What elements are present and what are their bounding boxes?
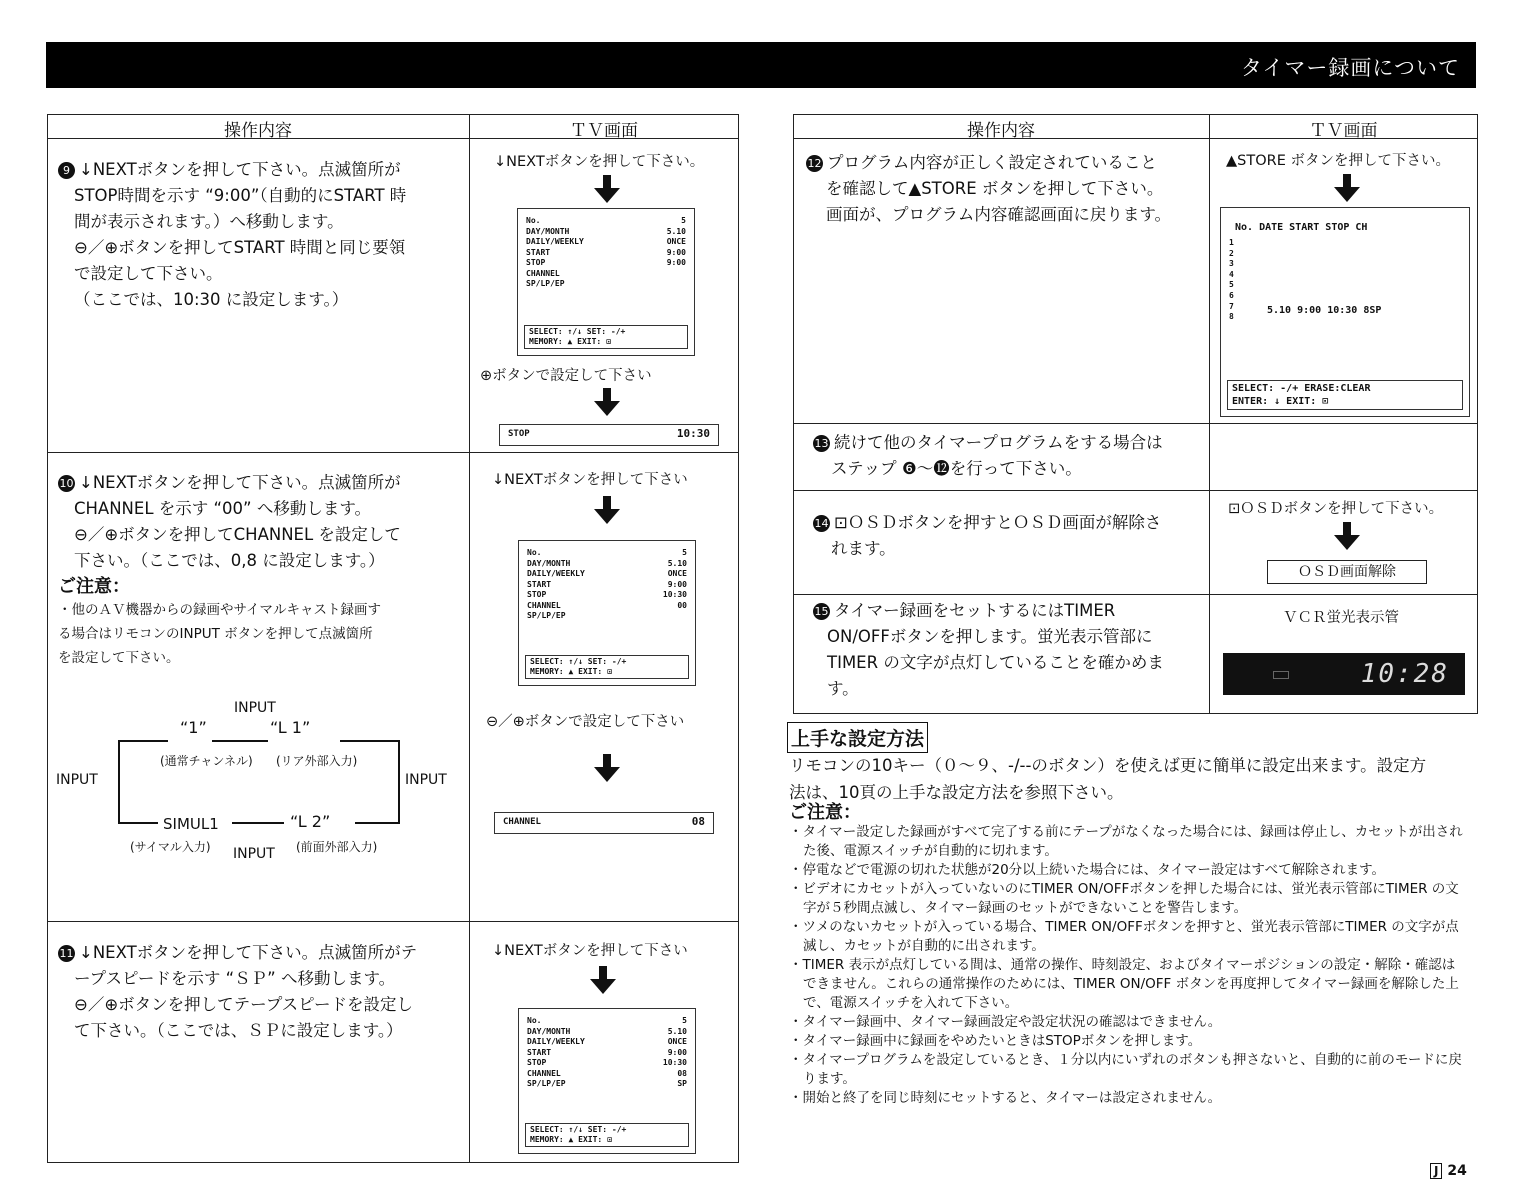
step-12: 12 プログラム内容が正しく設定されていること を確認して▲STORE ボタンを押して下さい。 画面が、プログラム内容確認画面に戻ります。 [807, 153, 1172, 224]
note-item: ・タイマー録画中、タイマー録画設定や設定状況の確認はできません。 [789, 1014, 1222, 1030]
tv-screen-step9: No. 5 DAY/MONTH 5.10 DAILY/WEEKLY ONCE START 9:00 STOP 9:00 CHANNEL SP/LP/EP SELECT: ↑/↓ SET: -/+ MEMORY: ▲ EXIT: ⊡ [517, 208, 695, 356]
tv-screen-step10: No. 5 DAY/MONTH 5.10 DAILY/WEEKLY ONCE START 9:00 STOP 10:30 CHANNEL 00 SP/LP/EP SELECT: ↑/↓ SET: -/+ MEMORY: ▲ EXIT: ⊡ [518, 540, 696, 686]
step-13-number: 13 [814, 437, 829, 450]
vcr-display-label: ＶＣＲ蛍光表示管 [1283, 610, 1399, 626]
note-item: ・TIMER 表示が点灯している間は、通常の操作、時刻設定、およびタイマーポジションの設定・解除・確認はできません。これらの通常操作のためには、TIMER ON/OFF ボタンを再度押してタイマー録画を解除した上で、電源スイッチを入れて下さい。 [789, 957, 1459, 1011]
tips-notes [789, 823, 1464, 1108]
stop-bar: STOP 10:30 [499, 424, 719, 446]
step-9-number: 9 [58, 162, 75, 179]
page-footer [1430, 1163, 1467, 1179]
step-10-tv-text-2: ⊖／⊕ボタンで設定して下さい [486, 714, 685, 730]
right-row-rule [793, 490, 1478, 491]
page-number: 24 [1447, 1163, 1467, 1179]
vcr-display-time: 10:28 [1360, 659, 1449, 689]
step-9-line: STOP時間を示す “9:00”（自動的にSTART 時 [74, 186, 407, 205]
vcr-fluorescent-display [1223, 653, 1465, 695]
step-15: 15 タイマー録画をセットするにはTIMER ON/OFFボタンを押します。蛍光表示管部に TIMER の文字が点灯していることを確かめま す。 [814, 601, 1164, 698]
right-col1-header: 操作内容 [967, 121, 1035, 141]
osd-cancel-box: ＯＳＤ画面解除 [1267, 560, 1427, 584]
step-10-tv-text: ↓NEXTボタンを押して下さい [492, 472, 688, 488]
step-12-number: 12 [807, 157, 822, 170]
left-col2-header: ＴＶ画面 [570, 121, 638, 141]
tv-screen-footer: SELECT: ↑/↓ SET: -/+ MEMORY: ▲ EXIT: ⊡ [525, 1123, 689, 1147]
step-9-tv-text-2: ⊕ボタンで設定して下さい [480, 368, 652, 384]
tips-body: リモコンの10キー（０〜９、-/--のボタン）を使えば更に簡単に設定出来ます。設定方 法は、10頁の上手な設定方法を参照下さい。 [789, 756, 1427, 802]
tips-title: 上手な設定方法 [787, 722, 928, 753]
header-bar [46, 42, 1476, 88]
step-14-number: 14 [814, 517, 829, 530]
caution-title: ご注意： [58, 576, 130, 597]
tv-screen-footer: SELECT: ↑/↓ SET: -/+ MEMORY: ▲ EXIT: ⊡ [525, 655, 689, 679]
left-table-divider [469, 114, 470, 1163]
step-10: 10 ↓NEXTボタンを押して下さい。点滅箇所が CHANNEL を示す “00” へ移動します。 ⊖／⊕ボタンを押してCHANNEL を設定して 下さい。（ここでは、0,8 に設定します。） ご注意： [58, 470, 458, 600]
step-11-number: 11 [59, 947, 74, 960]
step-10-caution: ・他のＡＶ機器からの録画やサイマルキャスト録画す る場合はリモコンのINPUT ボタンを押して点滅箇所 を設定して下さい。 [58, 602, 382, 666]
step-9-line: で設定して下さい。 [74, 264, 223, 283]
right-row-rule [793, 423, 1478, 424]
step-9-line: 間が表示されます。）へ移動します。 [74, 212, 344, 231]
right-row-rule [793, 594, 1478, 595]
left-col1-header: 操作内容 [224, 121, 292, 141]
header-title: タイマー録画について [1240, 56, 1460, 80]
step-9-line: ⊖／⊕ボタンを押してSTART 時間と同じ要領 [74, 238, 406, 257]
step-13: 13 続けて他のタイマープログラムをする場合は ステップ ❻〜⓬を行って下さい。 [814, 433, 1163, 478]
left-row-rule [47, 921, 739, 922]
tv-screen-step11: No. 5 DAY/MONTH 5.10 DAILY/WEEKLY ONCE START 9:00 STOP 10:30 CHANNEL 08 SP/LP/EP SP SELECT: ↑/↓ SET: -/+ MEMORY: ▲ EXIT: ⊡ [518, 1008, 696, 1154]
step-14-tv-text: ⊡ＯＳＤボタンを押して下さい。 [1228, 501, 1444, 517]
step-9-tv-text: ↓NEXTボタンを押して下さい。 [494, 154, 705, 170]
channel-bar: CHANNEL 08 [494, 812, 714, 834]
step-11: 11 ↓NEXTボタンを押して下さい。点滅箇所がテ ープスピードを示す “ＳＰ” へ移動します。 ⊖／⊕ボタンを押してテープスピードを設定し て下さい。（ここでは、ＳＰに設定します。） [59, 943, 418, 1040]
right-col2-header: ＴＶ画面 [1309, 121, 1378, 141]
note-item: ・タイマープログラムを設定しているとき、１分以内にいずれのボタンも押さないと、自動的に前のモードに戻ります。 [789, 1052, 1462, 1087]
left-row-rule [47, 452, 739, 453]
step-10-number: 10 [59, 477, 74, 490]
step-11-tv-text: ↓NEXTボタンを押して下さい [492, 943, 688, 959]
timer-indicator-icon [1273, 671, 1289, 679]
language-badge: J [1430, 1163, 1442, 1179]
tv-screen-footer: SELECT: -/+ ERASE:CLEAR ENTER: ↓ EXIT: ⊡ [1227, 380, 1463, 410]
note-item: ・タイマー録画中に録画をやめたいときはSTOPボタンを押します。 [789, 1033, 1202, 1049]
note-item: ・タイマー設定した録画がすべて完了する前にテープがなくなった場合には、録画は停止し、カセットが出された後、電源スイッチが自動的に切れます。 [789, 824, 1463, 859]
note-item: ・停電などで電源の切れた状態が20分以上続いた場合には、タイマー設定はすべて解除されます。 [789, 862, 1386, 878]
note-item: ・開始と終了を同じ時刻にセットすると、タイマーは設定されません。 [789, 1090, 1222, 1106]
step-9-line: ↓NEXTボタンを押して下さい。点滅箇所が [79, 160, 401, 179]
tv-screen-footer: SELECT: ↑/↓ SET: -/+ MEMORY: ▲ EXIT: ⊡ [524, 325, 688, 349]
step-12-tv-text: ▲STORE ボタンを押して下さい。 [1226, 153, 1450, 169]
right-table-divider [1209, 114, 1210, 714]
program-number-column: 1 2 3 4 5 6 7 8 [1229, 238, 1234, 322]
tips-caution-title: ご注意： [789, 802, 861, 823]
note-item: ・ビデオにカセットが入っていないのにTIMER ON/OFFボタンを押した場合には、蛍光表示管部にTIMER の文字が５秒間点滅し、タイマー録画のセットができないことを警告します。 [789, 881, 1459, 916]
step-9-line: （ここでは、10:30 に設定します。） [74, 290, 349, 309]
step-15-number: 15 [814, 605, 829, 618]
step-9 [58, 157, 458, 313]
step-14: 14 ⊡ＯＳＤボタンを押すとＯＳＤ画面が解除さ れます。 [814, 513, 1162, 558]
note-item: ・ツメのないカセットが入っている場合、TIMER ON/OFFボタンを押すと、蛍光表示管部にTIMER の文字が点滅し、カセットが自動的に出されます。 [789, 919, 1459, 954]
tv-screen-step12: No. DATE START STOP CH 1 2 3 4 5 6 7 8 5.10 9:00 10:30 8SP SELECT: -/+ ERASE:CLEAR ENTER: ↓ EXIT: ⊡ [1220, 207, 1470, 417]
